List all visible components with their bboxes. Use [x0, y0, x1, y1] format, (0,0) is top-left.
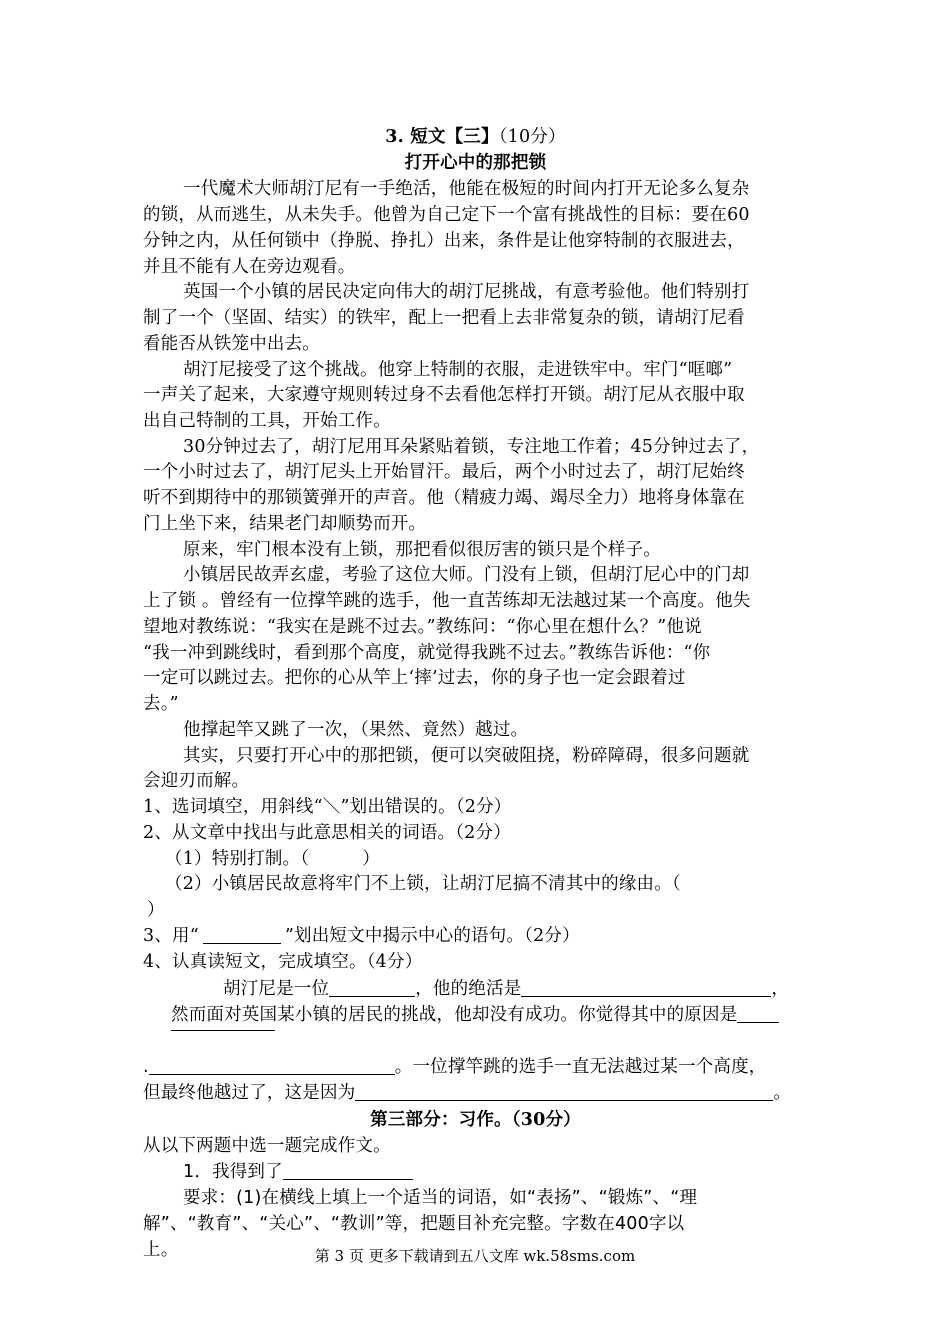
passage-line: 门上坐下来，结果老门却顺势而开。 [143, 514, 427, 534]
q4-blank-1[interactable] [329, 978, 415, 997]
page-footer: 第 3 页 更多下载请到五八文库 wk.58sms.com [314, 1247, 636, 1265]
passage-line: 一声关了起来，大家遵守规则转过身不去看他怎样打开锁。胡汀尼从衣服中取 [143, 385, 745, 405]
requirement-line: 要求：(1)在横线上填上一个适当的词语，如“表扬”、“锻炼”、“理 [183, 1188, 698, 1208]
passage-line: 一个小时过去了，胡汀尼头上开始冒汗。最后，两个小时过去了，胡汀尼始终 [143, 462, 745, 482]
passage-line: 的锁，从而逃生，从未失手。他曾为自己定下一个富有挑战性的目标：要在60 [143, 205, 750, 225]
q4-blank-4[interactable] [149, 1056, 395, 1075]
passage-line: 分钟之内，从任何锁中（挣脱、挣扎）出来，条件是让他穿特制的衣服进去， [143, 231, 745, 251]
section-score: （10分） [498, 127, 566, 147]
passage-line: 并且不能有人在旁边观看。 [143, 257, 356, 277]
passage-line: 看能否从铁笼中出去。 [143, 334, 320, 354]
q4-line-1: 胡汀尼是一位 ，他的绝活是 ， [223, 979, 790, 999]
passage-line: 其实，只要打开心中的那把锁，便可以突破阻挠，粉碎障碍，很多问题就 [183, 746, 750, 766]
passage-line: “我一冲到跳线时，看到那个高度，就觉得我跳不过去。”教练告诉他：“你 [143, 643, 711, 663]
q4-blank-5[interactable] [355, 1082, 773, 1101]
topic-1: 1．我得到了 [183, 1159, 413, 1185]
requirement-line: 上。 [143, 1240, 179, 1260]
question-2-2-close: ） [147, 900, 165, 920]
passage-line: 胡汀尼接受了这个挑战。他穿上特制的衣服，走进铁牢中。牢门“哐啷” [183, 360, 733, 380]
question-2: 2、从文章中找出与此意思相关的词语。（2分） [143, 823, 511, 843]
q4-blank-2[interactable] [521, 978, 771, 997]
q4-blank-3-cont[interactable] [171, 1012, 275, 1031]
question-3: 3、用“ ”划出短文中揭示中心的语句。（2分） [143, 926, 580, 946]
passage-line: 30分钟过去了，胡汀尼用耳朵紧贴着锁，专注地工作着；45分钟过去了， [183, 437, 760, 457]
question-1: 1、选词填空，用斜线“＼”划出错误的。（2分） [143, 797, 512, 817]
passage-line: 去。” [143, 694, 179, 714]
q4-line-2: 然而面对英国某小镇的居民的挑战，他却没有成功。你觉得其中的原因是 [171, 1002, 779, 1028]
q4-blank-3[interactable] [737, 1004, 779, 1023]
passage-line: 小镇居民故弄玄虚，考验了这位大师。门没有上锁，但胡汀尼心中的门却 [183, 565, 750, 585]
question-2-1: （1）特别打制。（ ） [165, 849, 380, 869]
passage-line: 英国一个小镇的居民决定向伟大的胡汀尼挑战，有意考验他。他们特别打 [183, 282, 750, 302]
q3-blank[interactable] [203, 925, 281, 944]
passage-line: 一代魔术大师胡汀尼有一手绝活，他能在极短的时间内打开无论多么复杂 [183, 179, 750, 199]
part-3-title: 第三部分：习作。（30分） [370, 1110, 581, 1130]
passage-line: 会迎刃而解。 [143, 771, 250, 791]
passage-line: 出自己特制的工具，开始工作。 [143, 411, 391, 431]
q4-line-5: 但最终他越过了，这是因为 。 [143, 1083, 792, 1103]
question-4: 4、认真读短文，完成填空。（4分） [143, 952, 423, 972]
q4-line-4: . 。一位撑竿跳的选手一直无法越过某一个高度， [143, 1057, 767, 1077]
passage-line: 原来，牢门根本没有上锁，那把看似很厉害的锁只是个样子。 [183, 540, 661, 560]
section-heading [143, 124, 808, 150]
passage-line: 他撑起竿又跳了一次，（果然、竟然）越过。 [183, 720, 529, 740]
passage-title: 打开心中的那把锁 [404, 153, 547, 173]
passage-line: 望地对教练说：“我实在是跳不过去。”教练问：“你心里在想什么？”他说 [143, 617, 702, 637]
requirement-line: 解”、“教育”、“关心”、“教训”等，把题目补充完整。字数在400字以 [143, 1214, 685, 1234]
passage-line: 上了锁 。曾经有一位撑竿跳的选手，他一直苦练却无法越过某一个高度。他失 [143, 591, 751, 611]
passage-line: 一定可以跳过去。把你的心从竿上‘摔’过去，你的身子也一定会跟着过 [143, 668, 686, 688]
passage-line: 制了一个（坚固、结实）的铁牢，配上一把看上去非常复杂的锁，请胡汀尼看 [143, 308, 745, 328]
question-2-2: （2）小镇居民故意将牢门不上锁，让胡汀尼搞不清其中的缘由。（ [165, 874, 681, 894]
part-3-intro: 从以下两题中选一题完成作文。 [143, 1136, 391, 1156]
topic-1-blank[interactable] [283, 1161, 413, 1180]
section-title: 3. 短文【三】 [385, 127, 499, 147]
passage-line: 听不到期待中的那锁簧弹开的声音。他（精疲力竭、竭尽全力）地将身体靠在 [143, 488, 745, 508]
